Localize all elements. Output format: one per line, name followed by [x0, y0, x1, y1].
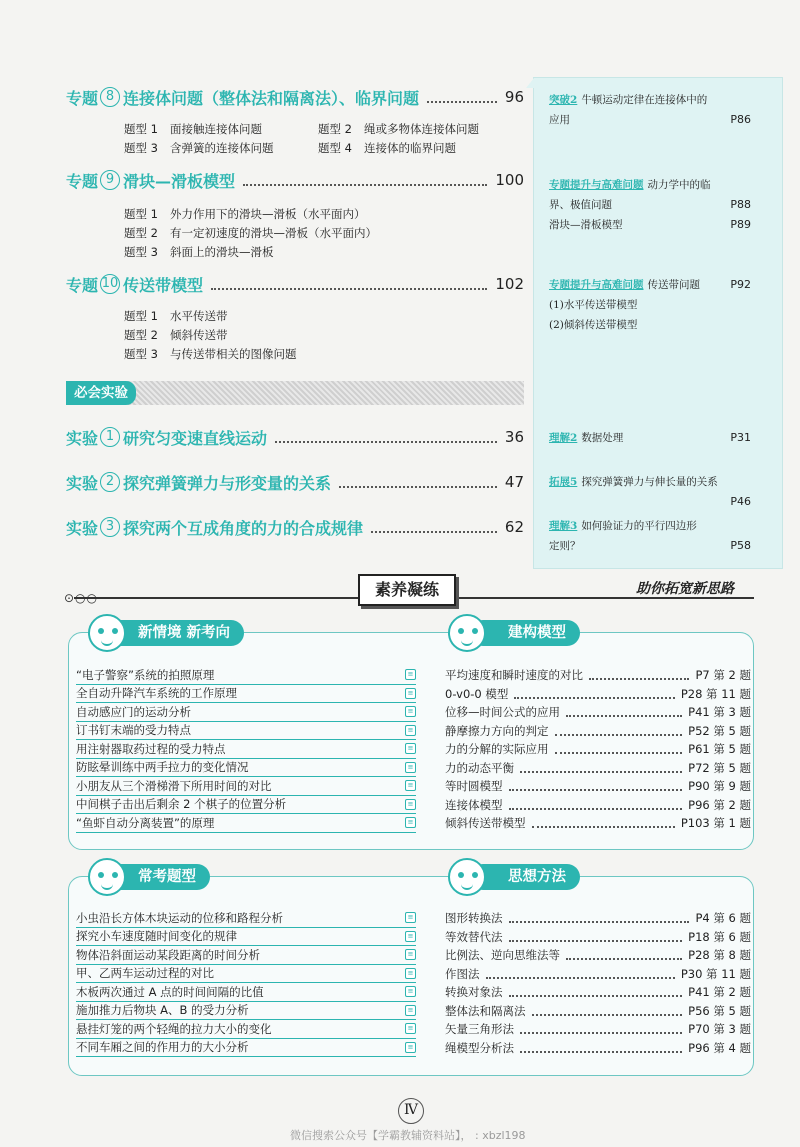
lab-number: 1: [100, 427, 120, 447]
list-item[interactable]: 订书钉末端的受力特点 ≡: [76, 722, 416, 741]
note-page: P31: [730, 431, 751, 444]
list-item[interactable]: 甲、乙两车运动过程的对比 ≡: [76, 965, 416, 984]
link-icon[interactable]: ≡: [405, 931, 416, 942]
topic-9[interactable]: [66, 168, 524, 192]
panel1-left-list: [76, 666, 416, 833]
leader-dots: [371, 521, 497, 533]
note-page: P89: [730, 218, 751, 231]
link-icon[interactable]: ≡: [405, 1042, 416, 1053]
list-item[interactable]: 力的分解的实际应用 P61 第 5 题: [445, 742, 751, 756]
list-item[interactable]: 探究小车速度随时间变化的规律 ≡: [76, 928, 416, 947]
lab-page: 62: [504, 518, 524, 536]
section-tagline: 助你拓宽新思路: [636, 581, 734, 597]
panel1-right-title: 建构模型: [470, 620, 580, 646]
type-item: 题型 3 与传送带相关的图像问题: [124, 347, 297, 361]
lab-number: 3: [100, 517, 120, 537]
panel1-right-list: [445, 666, 751, 833]
list-item[interactable]: 小虫沿长方体木块运动的位移和路程分析 ≡: [76, 909, 416, 928]
list-item[interactable]: 力的动态平衡 P72 第 5 题: [445, 760, 751, 775]
leader-dots: [339, 476, 497, 488]
lab-page: 36: [504, 428, 524, 446]
panel1-left-title: 新情境 新考向: [100, 620, 244, 646]
link-icon[interactable]: ≡: [405, 986, 416, 997]
type-item: 题型 3 含弹簧的连接体问题: [124, 141, 274, 155]
list-item[interactable]: “鱼虾自动分离装置”的原理 ≡: [76, 814, 416, 833]
panel2-left-list: [76, 909, 416, 1057]
list-item[interactable]: 悬挂灯笼的两个轻绳的拉力大小的变化 ≡: [76, 1020, 416, 1039]
list-item[interactable]: 中间棋子击出后剩余 2 个棋子的位置分析 ≡: [76, 796, 416, 815]
watermark: 微信搜索公众号【学霸教辅资料站】， : xbzl198: [290, 1129, 526, 1142]
list-item[interactable]: 连接体模型 P96 第 2 题: [445, 797, 751, 812]
list-item[interactable]: “电子警察”系统的拍照原理 ≡: [76, 666, 416, 685]
link-icon[interactable]: ≡: [405, 688, 416, 699]
topic-prefix: 专题: [66, 275, 99, 295]
list-item[interactable]: 木板两次通过 A 点的时间间隔的比值 ≡: [76, 983, 416, 1002]
link-icon[interactable]: ≡: [405, 780, 416, 791]
link-icon[interactable]: ≡: [405, 912, 416, 923]
list-item[interactable]: 整体法和隔离法 P56 第 5 题: [445, 1003, 751, 1018]
topic-number: 8: [100, 87, 120, 107]
topic-page: 96: [504, 88, 524, 106]
list-item[interactable]: 防眩晕训练中两手拉力的变化情况 ≡: [76, 759, 416, 778]
list-item[interactable]: 位移—时间公式的应用 P41 第 3 题: [445, 705, 751, 719]
rule-dots-icon: ⊙○○: [64, 591, 98, 605]
side-note-3[interactable]: 专题提升与高难问题 传送带问题 P92 (1)水平传送带模型 (2)倾斜传送带模型: [549, 275, 751, 335]
list-item[interactable]: 静摩擦力方向的判定 P52 第 5 题: [445, 723, 751, 738]
list-item[interactable]: 小朋友从三个滑梯滑下所用时间的对比 ≡: [76, 777, 416, 796]
page-number: Ⅳ: [398, 1098, 424, 1124]
link-icon[interactable]: ≡: [405, 743, 416, 754]
section-title: 素养凝练: [358, 574, 456, 606]
topic-title: 连接体问题（整体法和隔离法）、临界问题: [123, 88, 420, 108]
topic-page: 100: [495, 171, 524, 189]
list-item[interactable]: 0-v0-0 模型 P28 第 11 题: [445, 686, 751, 701]
link-icon[interactable]: ≡: [405, 706, 416, 717]
list-item[interactable]: 平均速度和瞬时速度的对比 P7 第 2 题: [445, 668, 751, 682]
type-item: 题型 1 外力作用下的滑块—滑板（水平面内）: [124, 207, 366, 221]
list-item[interactable]: 施加推力后物块 A、B 的受力分析 ≡: [76, 1002, 416, 1021]
note-page: P88: [730, 198, 751, 211]
link-icon[interactable]: ≡: [405, 762, 416, 773]
list-item[interactable]: 比例法、逆向思维法等 P28 第 8 题: [445, 948, 751, 962]
topic-prefix: 专题: [66, 88, 99, 108]
topic-prefix: 专题: [66, 171, 99, 191]
side-note-2[interactable]: 专题提升与高难问题 动力学中的临 界、极值问题 P88 滑块—滑板模型 P89: [549, 175, 751, 235]
list-item[interactable]: 等时圆模型 P90 第 9 题: [445, 779, 751, 793]
link-icon[interactable]: ≡: [405, 949, 416, 960]
side-note-4[interactable]: 理解2 数据处理 P31: [549, 428, 751, 448]
link-icon[interactable]: ≡: [405, 1005, 416, 1016]
link-icon[interactable]: ≡: [405, 968, 416, 979]
lab-title: 探究两个互成角度的力的合成规律: [123, 518, 364, 538]
list-item[interactable]: 绳模型分析法 P96 第 4 题: [445, 1040, 751, 1055]
topic-10[interactable]: [66, 272, 524, 296]
lab-number: 2: [100, 472, 120, 492]
lab-page: 47: [504, 473, 524, 491]
link-icon[interactable]: ≡: [405, 669, 416, 680]
lab-prefix: 实验: [66, 428, 99, 448]
list-item[interactable]: 作图法 P30 第 11 题: [445, 966, 751, 981]
mascot-icon: [88, 858, 126, 896]
mascot-icon: [88, 614, 126, 652]
topic-8[interactable]: [66, 85, 524, 109]
type-item: 题型 2 绳或多物体连接体问题: [318, 122, 479, 136]
note-page: P58: [730, 539, 751, 552]
note-tag: 专题提升与高难问题: [549, 179, 644, 191]
type-item: 题型 4 连接体的临界问题: [318, 141, 456, 155]
topic-title: 传送带模型: [123, 275, 204, 295]
lab-prefix: 实验: [66, 518, 99, 538]
mascot-icon: [448, 614, 486, 652]
side-note-5[interactable]: 拓展5 探究弹簧弹力与伸长量的关系 P46: [549, 472, 751, 512]
mascot-icon: [448, 858, 486, 896]
link-icon[interactable]: ≡: [405, 799, 416, 810]
panel2-left-title: 常考题型: [100, 864, 210, 890]
list-item[interactable]: 自动感应门的运动分析 ≡: [76, 703, 416, 722]
topic-title: 滑块—滑板模型: [123, 171, 236, 191]
list-item[interactable]: 转换对象法 P41 第 2 题: [445, 985, 751, 999]
link-icon[interactable]: ≡: [405, 1023, 416, 1034]
leader-dots: [243, 174, 487, 186]
side-note-6[interactable]: 理解3 如何验证力的平行四边形 定则？ P58: [549, 516, 751, 556]
type-item: 题型 2 倾斜传送带: [124, 328, 228, 342]
list-item[interactable]: 全自动升降汽车系统的工作原理 ≡: [76, 685, 416, 704]
type-item: 题型 1 水平传送带: [124, 309, 228, 323]
topic-number: 10: [100, 274, 120, 294]
list-item[interactable]: 不同车厢之间的作用力的大小分析 ≡: [76, 1039, 416, 1058]
leader-dots: [275, 431, 497, 443]
leader-dots: [211, 278, 487, 290]
lab-section-title: 必会实验: [66, 381, 136, 405]
note-tag: 专题提升与高难问题: [549, 279, 644, 291]
lab-title: 研究匀变速直线运动: [123, 428, 268, 448]
type-item: 题型 2 有一定初速度的滑块—滑板（水平面内）: [124, 226, 377, 240]
note-tag: 突破2: [549, 94, 578, 106]
note-tag: 理解2: [549, 432, 578, 444]
link-icon[interactable]: ≡: [405, 817, 416, 828]
lab-prefix: 实验: [66, 473, 99, 493]
list-item[interactable]: 物体沿斜面运动某段距离的时间分析 ≡: [76, 946, 416, 965]
side-note-1[interactable]: 突破2 牛顿运动定律在连接体中的 应用 P86: [549, 90, 751, 130]
list-item[interactable]: 用注射器取药过程的受力特点 ≡: [76, 740, 416, 759]
type-item: 题型 1 面接触连接体问题: [124, 122, 262, 136]
panel2-right-list: [445, 909, 751, 1057]
list-item[interactable]: 倾斜传送带模型 P103 第 1 题: [445, 816, 751, 830]
topic-number: 9: [100, 170, 120, 190]
panel2-right-title: 思想方法: [470, 864, 580, 890]
link-icon[interactable]: ≡: [405, 725, 416, 736]
lab-3[interactable]: [66, 515, 524, 539]
lab-title: 探究弹簧弹力与形变量的关系: [123, 473, 332, 493]
note-page: P92: [730, 278, 751, 291]
lab-1[interactable]: [66, 425, 524, 449]
lab-section-bar: [66, 381, 524, 405]
list-item[interactable]: 矢量三角形法 P70 第 3 题: [445, 1022, 751, 1036]
note-tag: 拓展5: [549, 476, 578, 488]
note-tag: 理解3: [549, 520, 578, 532]
topic-page: 102: [495, 275, 524, 293]
lab-2[interactable]: [66, 470, 524, 494]
note-page: P86: [730, 113, 751, 126]
list-item[interactable]: 等效替代法 P18 第 6 题: [445, 929, 751, 944]
note-page: P46: [730, 495, 751, 508]
leader-dots: [427, 91, 497, 103]
type-item: 题型 3 斜面上的滑块—滑板: [124, 245, 274, 259]
list-item[interactable]: 图形转换法 P4 第 6 题: [445, 911, 751, 925]
